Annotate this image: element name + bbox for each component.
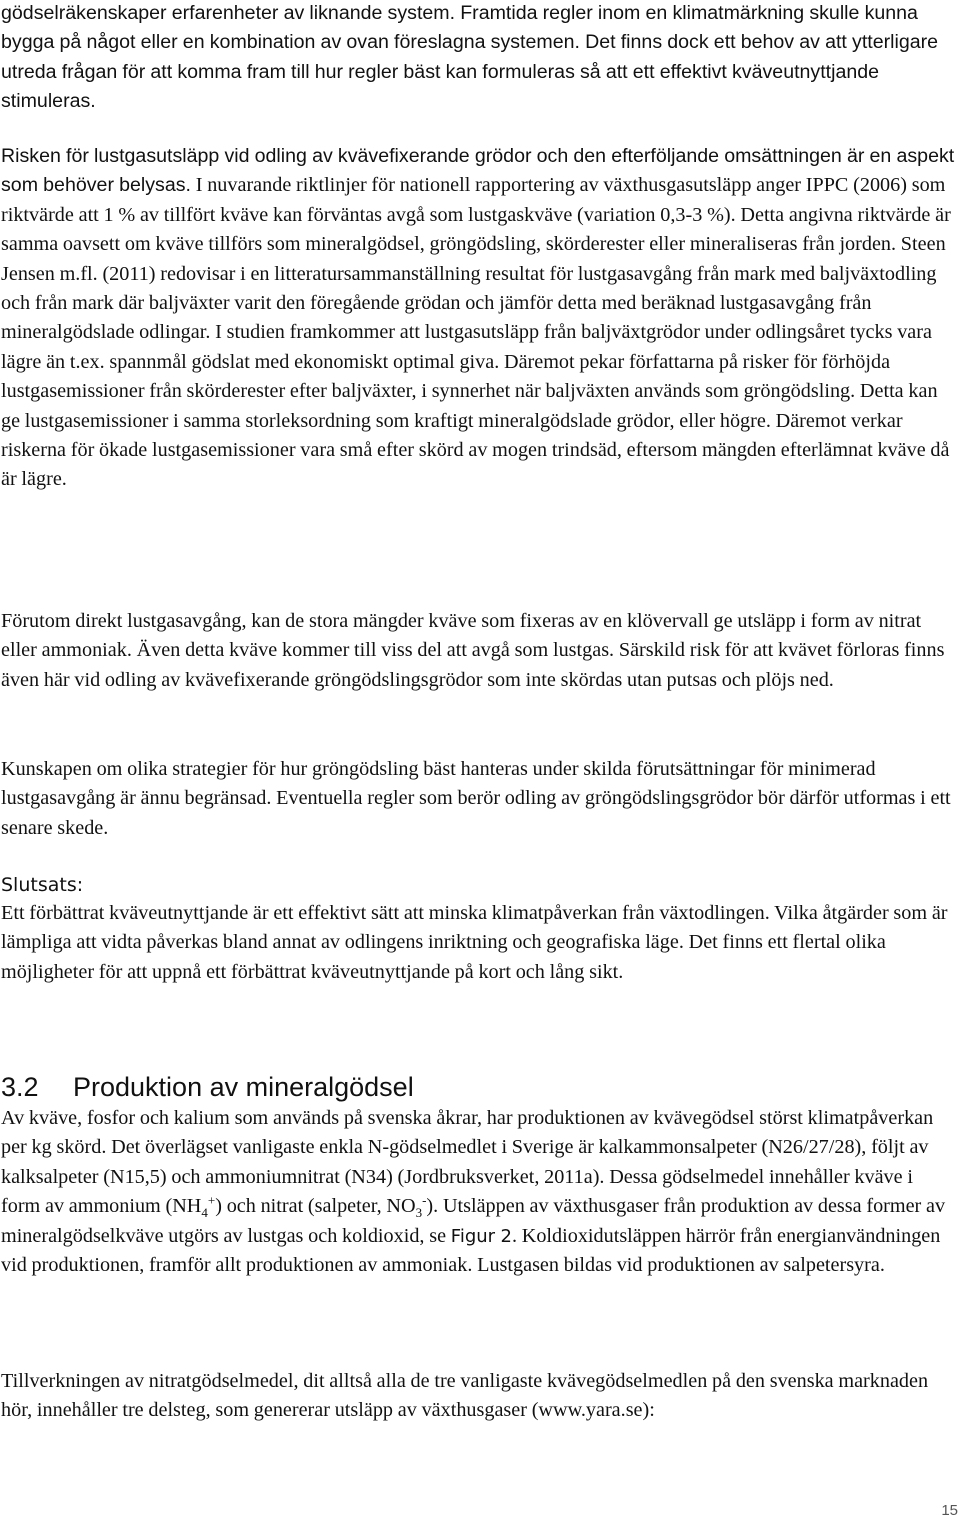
produktion-text-3: ). Utsläppen av växthusgaser från produktion av dessa former av mineralgödselkväve utgörs av lustgas och koldioxid, se <box>1 1195 946 1247</box>
tillverkning-paragraph <box>1 1367 956 1426</box>
section-heading <box>1 1069 414 1105</box>
tillverkning-text: Tillverkningen av nitratgödselmedel, dit alltså alla de tre vanligaste kvävegödselmedlen på den svenska marknaden hör, innehåller tre delsteg, som genererar utsläpp av växthusgaser (www.yara.se): <box>1 1370 929 1422</box>
figure-reference-link[interactable]: Figur 2 <box>450 1225 512 1247</box>
produktion-text-2: ) och nitrat (salpeter, NO <box>215 1195 416 1218</box>
nitrate-superscript: - <box>422 1192 427 1208</box>
page-number: 15 <box>941 1502 958 1519</box>
produktion-paragraph <box>1 1104 956 1280</box>
nitrate-subscript: 3 <box>415 1205 423 1221</box>
risk-lead-text: Risken för lustgasutsläpp vid odling av kvävefixerande grödor och den efterföljande omsättningen är en aspekt som behöver belysas. <box>1 145 955 197</box>
section-title: Produktion av mineralgödsel <box>73 1072 414 1102</box>
intro-text: gödselräkenskaper erfarenheter av liknande system. Framtida regler inom en klimatmärkning skulle kunna bygga på något eller en kombination av ovan föreslagna systemen. Det finns dock ett behov av att ytterligare utreda frågan för att komma fram till hur regler bäst kan formuleras så att ett effektivt kväveutnyttjande stimuleras. <box>1 2 939 113</box>
produktion-text-1: Av kväve, fosfor och kalium som används på svenska åkrar, har produktionen av kvävegödsel störst klimatpåverkan per kg skörd. Det överlägset vanligaste enkla N-gödselmedlet i Sverige är kalkammonsalpeter (N26/27/28), följt av kalksalpeter (N15,5) och ammoniumnitrat (N34) (Jordbruksverket, 2011a). Dessa gödselmedel innehåller kväve i form av ammonium (NH <box>1 1107 934 1218</box>
intro-paragraph <box>1 0 956 117</box>
kunskap-text: Kunskapen om olika strategier för hur gröngödsling bäst hanteras under skilda förutsättningar för minimerad lustgasavgång är ännu begränsad. Eventuella regler som berör odling av gröngödslingsgrödor bör därför utformas i ett senare skede. <box>1 758 951 839</box>
section-number: 3.2 <box>1 1072 39 1102</box>
risk-paragraph <box>1 142 956 495</box>
produktion-text-4: . Koldioxidutsläppen härrör från energianvändningen vid produktionen, framför allt produktionen av ammoniak. Lustgasen bildas vid produktionen av salpetersyra. <box>1 1224 941 1277</box>
ammonium-subscript: 4 <box>201 1205 208 1221</box>
slutsats-heading: Slutsats: <box>1 874 84 896</box>
forutom-text: Förutom direkt lustgasavgång, kan de stora mängder kväve som fixeras av en klövervall ge utsläpp i form av nitrat eller ammoniak. Även detta kväve kommer till viss del att avgå som lustgas. Särskild risk för att kvävet förloras finns även här vid odling av kvävefixerande gröngödslingsgrödor som inte skördas utan putsas och plöjs ned. <box>1 610 945 691</box>
slutsats-paragraph <box>1 899 956 987</box>
slutsats-text: Ett förbättrat kväveutnyttjande är ett effektivt sätt att minska klimatpåverkan från växtodlingen. Vilka åtgärder som är lämpliga att vidta påverkas bland annat av odlingens inriktning och geografiska läge. Det finns ett flertal olika möjligheter för att uppnå ett förbättrat kväveutnyttjande på kort och lång sikt. <box>1 902 948 983</box>
kunskap-paragraph <box>1 755 956 843</box>
ammonium-superscript: + <box>207 1192 216 1208</box>
forutom-paragraph <box>1 607 956 695</box>
risk-body-text: I nuvarande riktlinjer för nationell rapportering av växthusgasutsläpp anger IPPC (2006) som riktvärde att 1 % av tillfört kväve kan förväntas avgå som lustgaskväve (variation 0,3-3 %). Detta angivna riktvärde är samma oavsett om kväve tillförs som mineralgödsel, gröngödsling, skörderester eller mineraliseras från jorden. Steen Jensen m.fl. (2011) redovisar i en litteratursammanställning resultat för lustgasavgång från mark med baljväxtodling och från mark där baljväxter varit den föregående grödan och jämför detta med beräknad lustgasavgång från mineralgödslade odlingar. I studien framkommer att lustgasutsläpp från baljväxtgrödor under odlingsåret tycks vara lägre än t.ex. spannmål gödslat med ekonomiskt optimal giva. Däremot pekar författarna på risker för förhöjda lustgasemissioner från skörderester efter baljväxter, i synnerhet när baljväxten används som gröngödsling. Detta kan ge lustgasemissioner i samma storleksordning som kraftigt mineralgödslade grödor, eller högre. Däremot verkar riskerna för ökade lustgasemissioner vara små efter skörd av mogen trindsäd, eftersom mängden efterlämnat kväve då är lägre. <box>1 174 951 491</box>
